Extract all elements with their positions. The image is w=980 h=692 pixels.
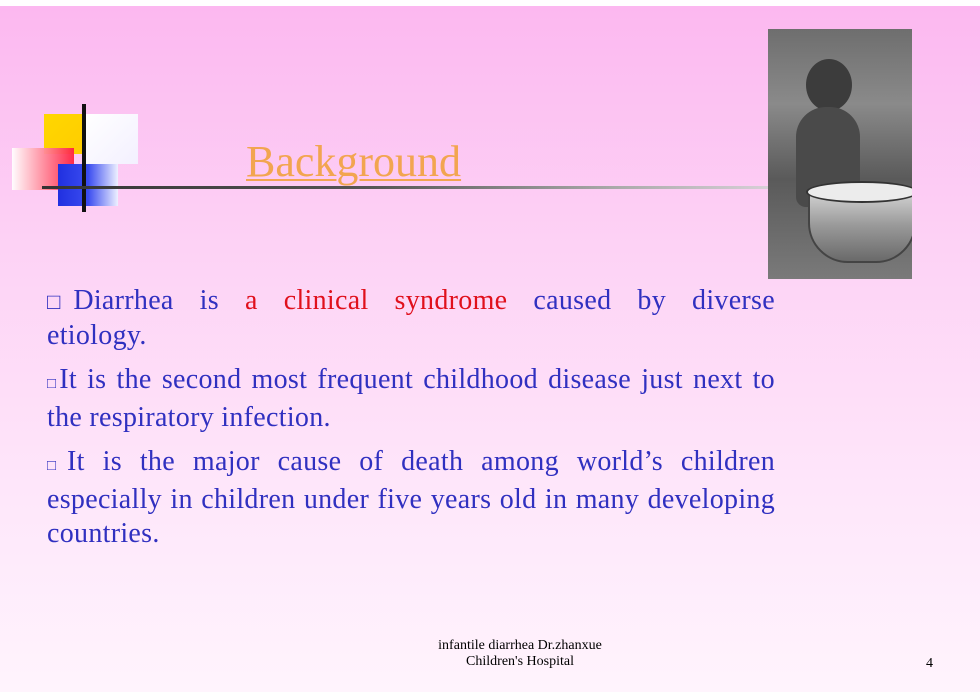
logo-vertical-line	[82, 104, 86, 212]
photo-pot-rim	[806, 181, 912, 203]
paragraph-1-text-before: Diarrhea is	[73, 285, 245, 316]
paragraph-1-text-after: caused by diverse etiology.	[47, 285, 775, 351]
footer-line-1: infantile diarrhea Dr.zhanxue	[438, 638, 602, 653]
square-bullet-icon: □	[47, 458, 67, 474]
square-bullet-icon: □	[47, 289, 74, 314]
slide-footer	[390, 638, 650, 670]
page-number: 4	[926, 656, 933, 671]
paragraph-3-text: It is the major cause of death among world’s children especially in children under five years old in many developing countries.	[47, 446, 775, 549]
paragraph-2-text: It is the second most frequent childhood disease just next to the respiratory infection.	[47, 364, 775, 433]
slide-title: Background	[246, 137, 462, 186]
footer-line-2: Children's Hospital	[466, 654, 574, 669]
paragraph-1-highlight: a clinical syndrome	[244, 285, 508, 316]
paragraph-2	[47, 363, 775, 435]
logo-white-square	[84, 114, 138, 164]
slide	[0, 6, 980, 692]
paragraph-3	[47, 445, 775, 551]
child-with-pot-photo	[768, 29, 912, 279]
paragraph-1	[47, 284, 775, 353]
logo-blue-square	[58, 164, 118, 206]
square-bullet-icon: □	[47, 376, 60, 392]
photo-child-head	[806, 59, 852, 111]
slide-body	[47, 284, 775, 561]
